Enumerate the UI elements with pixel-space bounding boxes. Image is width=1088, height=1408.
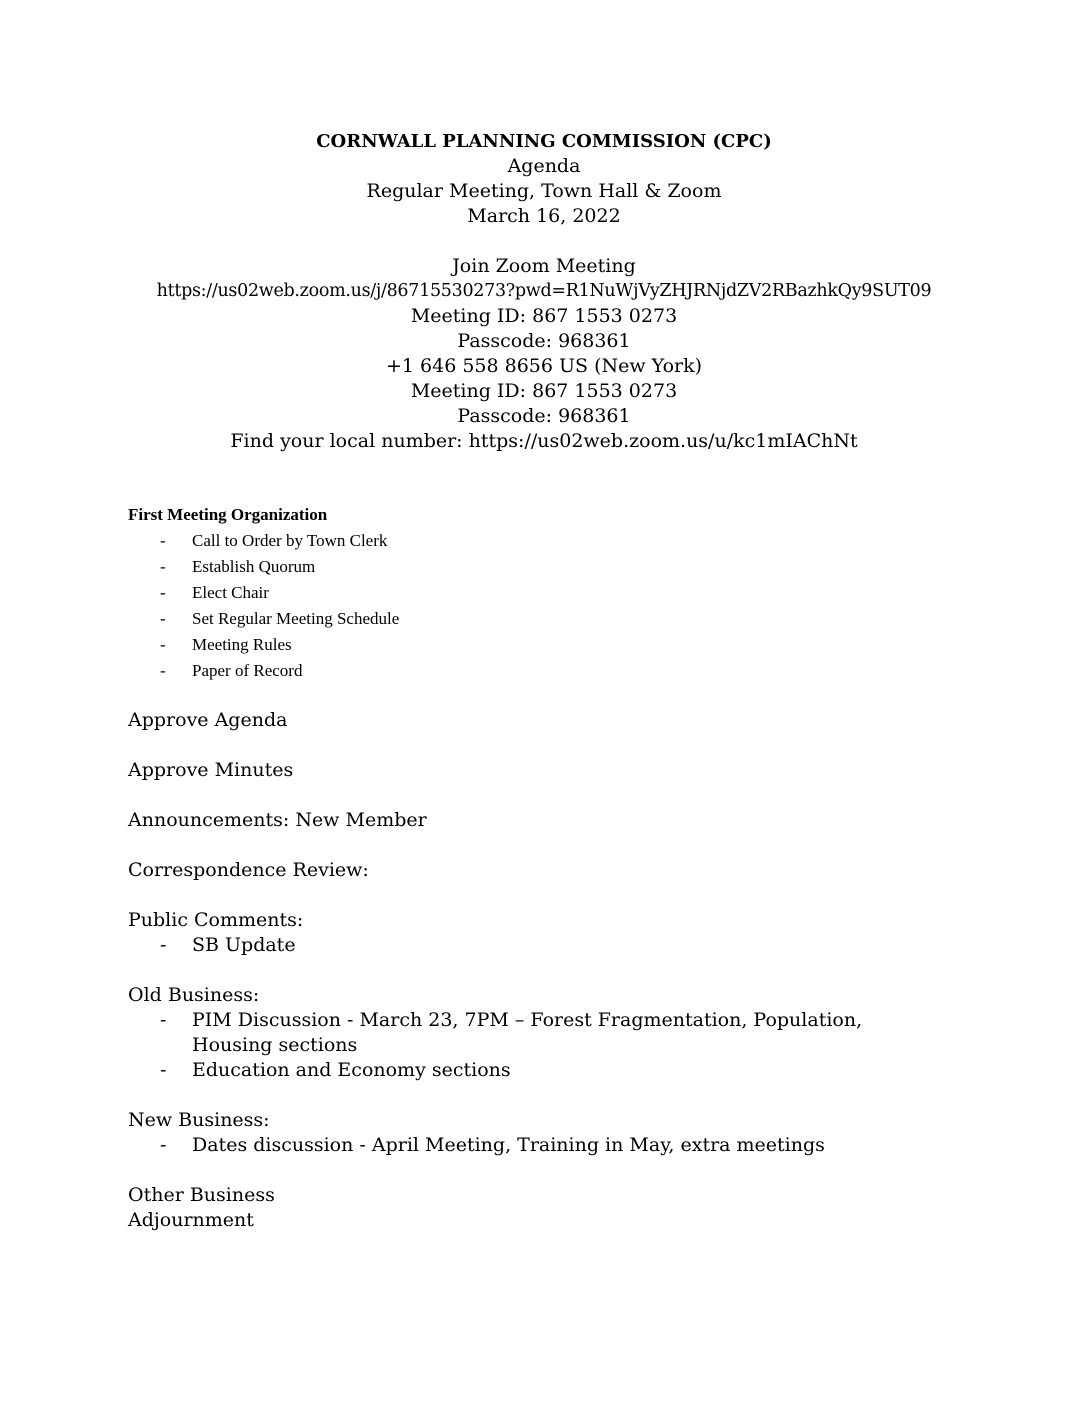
meeting-type: Regular Meeting, Town Hall & Zoom bbox=[366, 180, 722, 202]
correspondence-review: Correspondence Review: bbox=[128, 859, 369, 881]
dash-bullet: - bbox=[160, 934, 167, 956]
dash-bullet: - bbox=[160, 1009, 167, 1031]
dash-bullet: - bbox=[160, 557, 166, 576]
list-item: - PIM Discussion - March 23, 7PM – Forest Fragmentation, Population, Housing sections bbox=[160, 1009, 863, 1056]
zoom-local-number[interactable]: Find your local number: https://us02web.zoom.us/u/kc1mIAChNt bbox=[230, 430, 858, 452]
list-item: - Set Regular Meeting Schedule bbox=[128, 606, 399, 632]
public-comments-section bbox=[128, 908, 948, 958]
dash-bullet: - bbox=[160, 609, 166, 628]
zoom-meeting-id-phone: Meeting ID: 867 1553 0273 bbox=[410, 380, 678, 402]
document-subtitle: Agenda bbox=[507, 155, 581, 177]
old-business-section bbox=[128, 983, 948, 1083]
public-comments-heading: Public Comments: bbox=[128, 909, 304, 931]
first-meeting-heading: First Meeting Organization bbox=[128, 505, 328, 524]
zoom-link[interactable]: https://us02web.zoom.us/j/86715530273?pwd=R1NuWjVyZHJRNjdZV2RBazhkQy9SUT09 bbox=[156, 281, 932, 301]
list-item: - Establish Quorum bbox=[128, 554, 399, 580]
public-comments-list bbox=[128, 933, 948, 958]
zoom-join-label: Join Zoom Meeting bbox=[452, 255, 636, 277]
list-item: - Elect Chair bbox=[128, 580, 399, 606]
approve-minutes: Approve Minutes bbox=[128, 759, 294, 781]
agenda-body bbox=[128, 708, 948, 1233]
list-item: - Paper of Record bbox=[128, 658, 399, 684]
zoom-meeting-id: Meeting ID: 867 1553 0273 bbox=[410, 305, 678, 327]
new-business-section bbox=[128, 1108, 948, 1158]
list-item: - Education and Economy sections bbox=[160, 1059, 511, 1081]
announcements: Announcements: New Member bbox=[128, 809, 427, 831]
dash-bullet: - bbox=[160, 661, 166, 680]
dash-bullet: - bbox=[160, 583, 166, 602]
dash-bullet: - bbox=[160, 1059, 167, 1081]
old-business-heading: Old Business: bbox=[128, 984, 260, 1006]
zoom-passcode: Passcode: 968361 bbox=[457, 330, 631, 352]
document-title: CORNWALL PLANNING COMMISSION (CPC) bbox=[316, 131, 772, 152]
zoom-block bbox=[0, 254, 1088, 454]
adjournment: Adjournment bbox=[128, 1209, 254, 1231]
dash-bullet: - bbox=[160, 531, 166, 550]
list-item: - Dates discussion - April Meeting, Training in May, extra meetings bbox=[160, 1134, 825, 1156]
dash-bullet: - bbox=[160, 1134, 167, 1156]
list-item: - SB Update bbox=[160, 934, 296, 956]
old-business-list bbox=[128, 1008, 948, 1083]
dash-bullet: - bbox=[160, 635, 166, 654]
zoom-passcode-phone: Passcode: 968361 bbox=[457, 405, 631, 427]
zoom-phone: +1 646 558 8656 US (New York) bbox=[385, 355, 703, 377]
list-item: - Call to Order by Town Clerk bbox=[128, 528, 399, 554]
first-meeting-list bbox=[128, 528, 399, 684]
new-business-list bbox=[128, 1133, 948, 1158]
list-item: - Meeting Rules bbox=[128, 632, 399, 658]
new-business-heading: New Business: bbox=[128, 1109, 270, 1131]
approve-agenda: Approve Agenda bbox=[128, 709, 288, 731]
header-block bbox=[0, 129, 1088, 229]
first-meeting-organization bbox=[128, 502, 399, 684]
meeting-date: March 16, 2022 bbox=[467, 205, 621, 227]
other-business: Other Business bbox=[128, 1184, 275, 1206]
